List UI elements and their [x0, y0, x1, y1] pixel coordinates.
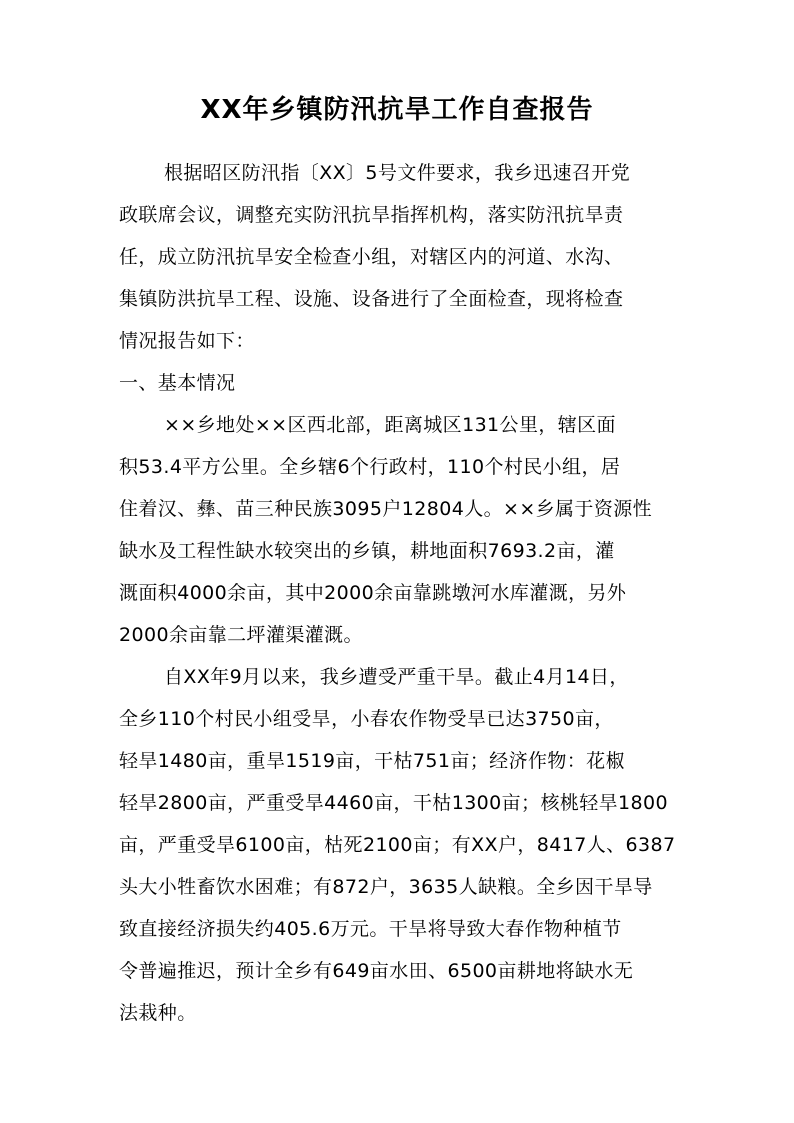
- paragraph-line: 溉面积4000余亩，其中2000余亩靠跳墩河水库灌溉，另外: [119, 582, 627, 604]
- paragraph-line: 缺水及工程性缺水较突出的乡镇，耕地面积7693.2亩，灌: [119, 540, 615, 562]
- paragraph-line: 轻旱1480亩，重旱1519亩，干枯751亩；经济作物：花椒: [119, 750, 625, 772]
- paragraph-line: 头大小牲畜饮水困难；有872户，3635人缺粮。全乡因干旱导: [119, 876, 653, 898]
- paragraph-line: 2000余亩靠二坪灌渠灌溉。: [119, 624, 363, 646]
- paragraph-line: 任，成立防汛抗旱安全检查小组，对辖区内的河道、水沟、: [119, 246, 624, 268]
- paragraph-line: 法栽种。: [119, 1002, 197, 1024]
- paragraph-line: 积53.4平方公里。全乡辖6个行政村，110个村民小组，居: [119, 456, 621, 478]
- paragraph-line: 集镇防洪抗旱工程、设施、设备进行了全面检查，现将检查: [119, 288, 624, 310]
- paragraph-line: 令普遍推迟，预计全乡有649亩水田、6500亩耕地将缺水无: [119, 960, 634, 982]
- section-heading: 一、基本情况: [119, 372, 236, 394]
- document-title: XX年乡镇防汛抗旱工作自查报告: [200, 95, 594, 125]
- paragraph-line: ××乡地处××区西北部，距离城区131公里，辖区面: [164, 414, 616, 436]
- paragraph-line: 自XX年9月以来，我乡遭受严重干旱。截止4月14日，: [164, 666, 629, 688]
- paragraph-line: 政联席会议，调整充实防汛抗旱指挥机构，落实防汛抗旱责: [119, 204, 624, 226]
- paragraph-line: 致直接经济损失约405.6万元。干旱将导致大春作物种植节: [119, 918, 622, 940]
- paragraph-line: 住着汉、彝、苗三种民族3095户12804人。××乡属于资源性: [119, 498, 653, 520]
- paragraph-line: 根据昭区防汛指〔XX〕5号文件要求，我乡迅速召开党: [164, 162, 631, 184]
- paragraph-line: 亩，严重受旱6100亩，枯死2100亩；有XX户，8417人、6387: [119, 834, 676, 856]
- paragraph-line: 全乡110个村民小组受旱，小春农作物受旱已达3750亩，: [119, 708, 614, 730]
- paragraph-line: 情况报告如下：: [119, 330, 255, 352]
- paragraph-line: 轻旱2800亩，严重受旱4460亩，干枯1300亩；核桃轻旱1800: [119, 792, 669, 814]
